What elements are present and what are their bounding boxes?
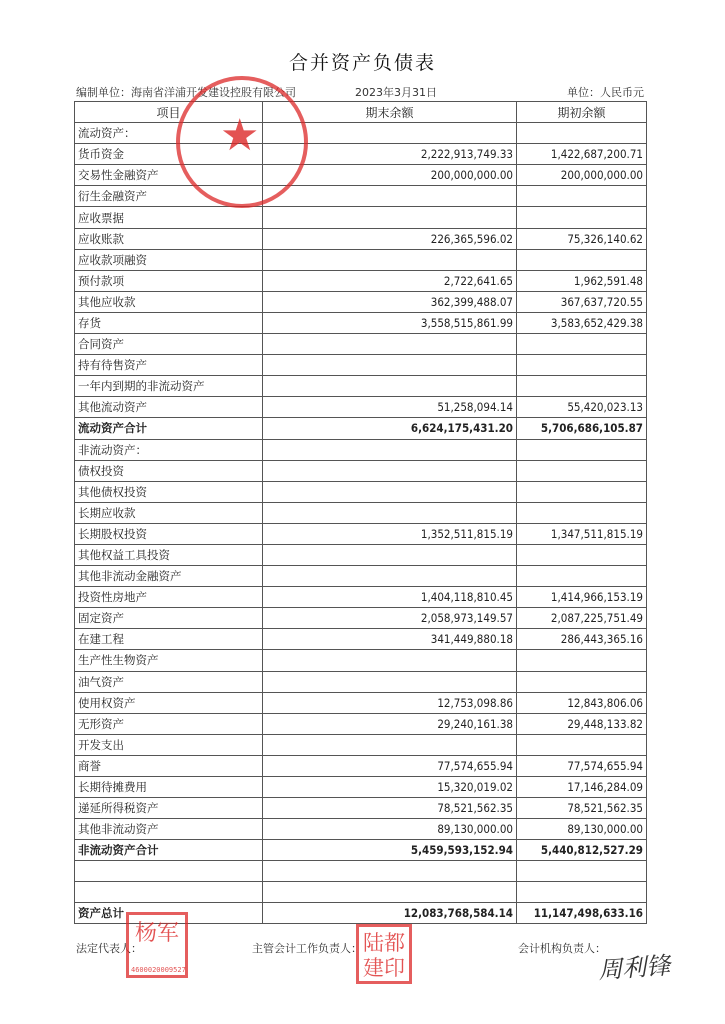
row-begin-balance: 200,000,000.00 bbox=[517, 165, 647, 186]
row-begin-balance bbox=[517, 502, 647, 523]
row-begin-balance bbox=[517, 650, 647, 671]
table-row bbox=[75, 544, 647, 565]
row-begin-balance bbox=[517, 439, 647, 460]
row-end-balance: 77,574,655.94 bbox=[263, 755, 517, 776]
legal-rep-seal bbox=[126, 912, 188, 978]
row-begin-balance: 1,962,591.48 bbox=[517, 270, 647, 291]
accounting-head-seal-name: 陆都建印 bbox=[363, 931, 405, 980]
row-begin-balance: 5,440,812,527.29 bbox=[517, 840, 647, 861]
row-begin-balance bbox=[517, 334, 647, 355]
row-label: 预付款项 bbox=[75, 270, 263, 291]
company-seal bbox=[176, 76, 308, 208]
col-header-item: 项目 bbox=[75, 102, 263, 123]
table-row bbox=[75, 840, 647, 861]
table-row bbox=[75, 523, 647, 544]
legal-rep-label: 法定代表人： bbox=[76, 942, 142, 955]
row-begin-balance: 78,521,562.35 bbox=[517, 798, 647, 819]
row-end-balance: 2,058,973,149.57 bbox=[263, 608, 517, 629]
table-row bbox=[75, 587, 647, 608]
col-header-end: 期末余额 bbox=[263, 102, 517, 123]
row-begin-balance: 11,147,498,633.16 bbox=[517, 903, 647, 924]
row-end-balance: 1,404,118,810.45 bbox=[263, 587, 517, 608]
row-end-balance: 226,365,596.02 bbox=[263, 228, 517, 249]
row-end-balance: 3,558,515,861.99 bbox=[263, 312, 517, 333]
row-begin-balance bbox=[517, 355, 647, 376]
row-begin-balance: 17,146,284.09 bbox=[517, 777, 647, 798]
row-end-balance: 1,352,511,815.19 bbox=[263, 523, 517, 544]
table-row bbox=[75, 270, 647, 291]
row-end-balance bbox=[263, 460, 517, 481]
col-header-begin: 期初余额 bbox=[517, 102, 647, 123]
row-label: 长期股权投资 bbox=[75, 523, 263, 544]
table-row bbox=[75, 713, 647, 734]
row-label: 生产性生物资产 bbox=[75, 650, 263, 671]
accounting-head-label: 主管会计工作负责人： bbox=[252, 942, 362, 955]
table-row bbox=[75, 355, 647, 376]
table-row bbox=[75, 376, 647, 397]
row-begin-balance bbox=[517, 566, 647, 587]
table-row bbox=[75, 798, 647, 819]
row-label: 其他应收款 bbox=[75, 291, 263, 312]
table-row bbox=[75, 439, 647, 460]
row-begin-balance bbox=[517, 544, 647, 565]
table-row bbox=[75, 861, 647, 882]
row-end-balance bbox=[263, 481, 517, 502]
row-label: 无形资产 bbox=[75, 713, 263, 734]
row-begin-balance bbox=[517, 671, 647, 692]
row-end-balance bbox=[263, 439, 517, 460]
row-label: 货币资金 bbox=[75, 144, 263, 165]
row-label: 其他权益工具投资 bbox=[75, 544, 263, 565]
table-row bbox=[75, 334, 647, 355]
row-begin-balance: 5,706,686,105.87 bbox=[517, 418, 647, 439]
table-row bbox=[75, 819, 647, 840]
header-row bbox=[75, 102, 647, 123]
row-begin-balance: 77,574,655.94 bbox=[517, 755, 647, 776]
dept-head-signature: 周利锋 bbox=[597, 951, 672, 985]
row-begin-balance bbox=[517, 882, 647, 903]
row-end-balance bbox=[263, 650, 517, 671]
row-end-balance bbox=[263, 671, 517, 692]
row-begin-balance bbox=[517, 734, 647, 755]
row-begin-balance: 1,414,966,153.19 bbox=[517, 587, 647, 608]
row-begin-balance: 29,448,133.82 bbox=[517, 713, 647, 734]
row-label: 油气资产 bbox=[75, 671, 263, 692]
row-label: 流动资产： bbox=[75, 123, 263, 144]
row-label: 合同资产 bbox=[75, 334, 263, 355]
legal-rep-seal-name: 杨军 bbox=[135, 921, 180, 946]
row-end-balance: 89,130,000.00 bbox=[263, 819, 517, 840]
currency-unit: 单位：人民币元 bbox=[567, 86, 644, 99]
row-label: 其他非流动资产 bbox=[75, 819, 263, 840]
row-begin-balance: 286,443,365.16 bbox=[517, 629, 647, 650]
table-row bbox=[75, 755, 647, 776]
row-label: 持有待售资产 bbox=[75, 355, 263, 376]
row-end-balance: 200,000,000.00 bbox=[263, 165, 517, 186]
row-label: 资产总计 bbox=[75, 903, 263, 924]
row-begin-balance: 75,326,140.62 bbox=[517, 228, 647, 249]
row-label bbox=[75, 882, 263, 903]
row-label: 交易性金融资产 bbox=[75, 165, 263, 186]
table-row bbox=[75, 502, 647, 523]
row-end-balance bbox=[263, 861, 517, 882]
row-begin-balance: 367,637,720.55 bbox=[517, 291, 647, 312]
row-label: 存货 bbox=[75, 312, 263, 333]
row-label: 债权投资 bbox=[75, 460, 263, 481]
row-label: 其他流动资产 bbox=[75, 397, 263, 418]
report-date: 2023年3月31日 bbox=[355, 86, 437, 99]
table-row bbox=[75, 249, 647, 270]
row-label: 递延所得税资产 bbox=[75, 798, 263, 819]
report-title: 合并资产负债表 bbox=[288, 52, 436, 74]
row-label: 其他债权投资 bbox=[75, 481, 263, 502]
row-label: 其他非流动金融资产 bbox=[75, 566, 263, 587]
row-label: 商誉 bbox=[75, 755, 263, 776]
row-end-balance bbox=[263, 376, 517, 397]
table-row bbox=[75, 144, 647, 165]
row-end-balance bbox=[263, 207, 517, 228]
row-label: 开发支出 bbox=[75, 734, 263, 755]
row-begin-balance: 55,420,023.13 bbox=[517, 397, 647, 418]
balance-sheet-table bbox=[74, 101, 647, 924]
table-row bbox=[75, 397, 647, 418]
row-end-balance: 29,240,161.38 bbox=[263, 713, 517, 734]
row-end-balance bbox=[263, 355, 517, 376]
row-end-balance: 15,320,019.02 bbox=[263, 777, 517, 798]
row-begin-balance bbox=[517, 186, 647, 207]
table-body bbox=[75, 123, 647, 924]
row-label: 非流动资产： bbox=[75, 439, 263, 460]
table-row bbox=[75, 228, 647, 249]
row-end-balance bbox=[263, 544, 517, 565]
row-end-balance bbox=[263, 249, 517, 270]
seal-star-icon: ★ bbox=[220, 110, 260, 161]
row-label: 长期待摊费用 bbox=[75, 777, 263, 798]
row-label: 投资性房地产 bbox=[75, 587, 263, 608]
row-begin-balance: 2,087,225,751.49 bbox=[517, 608, 647, 629]
row-end-balance: 2,722,641.65 bbox=[263, 270, 517, 291]
row-label: 使用权资产 bbox=[75, 692, 263, 713]
row-end-balance bbox=[263, 882, 517, 903]
table-row bbox=[75, 418, 647, 439]
row-end-balance: 341,449,880.18 bbox=[263, 629, 517, 650]
table-row bbox=[75, 629, 647, 650]
table-row bbox=[75, 734, 647, 755]
row-label: 在建工程 bbox=[75, 629, 263, 650]
row-label: 衍生金融资产 bbox=[75, 186, 263, 207]
row-end-balance: 362,399,488.07 bbox=[263, 291, 517, 312]
row-label: 应收账款 bbox=[75, 228, 263, 249]
row-begin-balance: 89,130,000.00 bbox=[517, 819, 647, 840]
table-row bbox=[75, 207, 647, 228]
table-row bbox=[75, 312, 647, 333]
row-end-balance bbox=[263, 334, 517, 355]
row-end-balance: 51,258,094.14 bbox=[263, 397, 517, 418]
legal-rep-seal-code: 4600020009527 bbox=[131, 966, 186, 974]
table-row bbox=[75, 566, 647, 587]
row-begin-balance: 12,843,806.06 bbox=[517, 692, 647, 713]
table-row bbox=[75, 460, 647, 481]
row-end-balance bbox=[263, 502, 517, 523]
table-row bbox=[75, 481, 647, 502]
row-label: 应收票据 bbox=[75, 207, 263, 228]
row-end-balance bbox=[263, 734, 517, 755]
row-begin-balance bbox=[517, 460, 647, 481]
row-label: 非流动资产合计 bbox=[75, 840, 263, 861]
table-row bbox=[75, 291, 647, 312]
org-label: 编制单位：海南省洋浦开发建设控股有限公司 bbox=[76, 86, 296, 99]
table-row bbox=[75, 650, 647, 671]
row-end-balance: 78,521,562.35 bbox=[263, 798, 517, 819]
table-row bbox=[75, 608, 647, 629]
row-begin-balance bbox=[517, 481, 647, 502]
accounting-head-seal bbox=[356, 924, 412, 984]
row-label: 长期应收款 bbox=[75, 502, 263, 523]
row-end-balance: 2,222,913,749.33 bbox=[263, 144, 517, 165]
row-begin-balance bbox=[517, 123, 647, 144]
row-begin-balance bbox=[517, 861, 647, 882]
row-end-balance: 5,459,593,152.94 bbox=[263, 840, 517, 861]
row-end-balance bbox=[263, 186, 517, 207]
row-begin-balance bbox=[517, 376, 647, 397]
row-end-balance: 6,624,175,431.20 bbox=[263, 418, 517, 439]
row-end-balance: 12,753,098.86 bbox=[263, 692, 517, 713]
table-row bbox=[75, 777, 647, 798]
row-label: 应收款项融资 bbox=[75, 249, 263, 270]
row-label: 一年内到期的非流动资产 bbox=[75, 376, 263, 397]
row-begin-balance: 1,422,687,200.71 bbox=[517, 144, 647, 165]
row-begin-balance bbox=[517, 249, 647, 270]
dept-head-label: 会计机构负责人： bbox=[518, 942, 606, 955]
row-label: 固定资产 bbox=[75, 608, 263, 629]
table-row bbox=[75, 165, 647, 186]
row-begin-balance: 1,347,511,815.19 bbox=[517, 523, 647, 544]
row-begin-balance bbox=[517, 207, 647, 228]
row-label: 流动资产合计 bbox=[75, 418, 263, 439]
table-row bbox=[75, 123, 647, 144]
row-end-balance bbox=[263, 566, 517, 587]
table-row bbox=[75, 882, 647, 903]
table-row bbox=[75, 186, 647, 207]
table-row bbox=[75, 692, 647, 713]
row-end-balance: 12,083,768,584.14 bbox=[263, 903, 517, 924]
row-begin-balance: 3,583,652,429.38 bbox=[517, 312, 647, 333]
table-row bbox=[75, 671, 647, 692]
row-label bbox=[75, 861, 263, 882]
